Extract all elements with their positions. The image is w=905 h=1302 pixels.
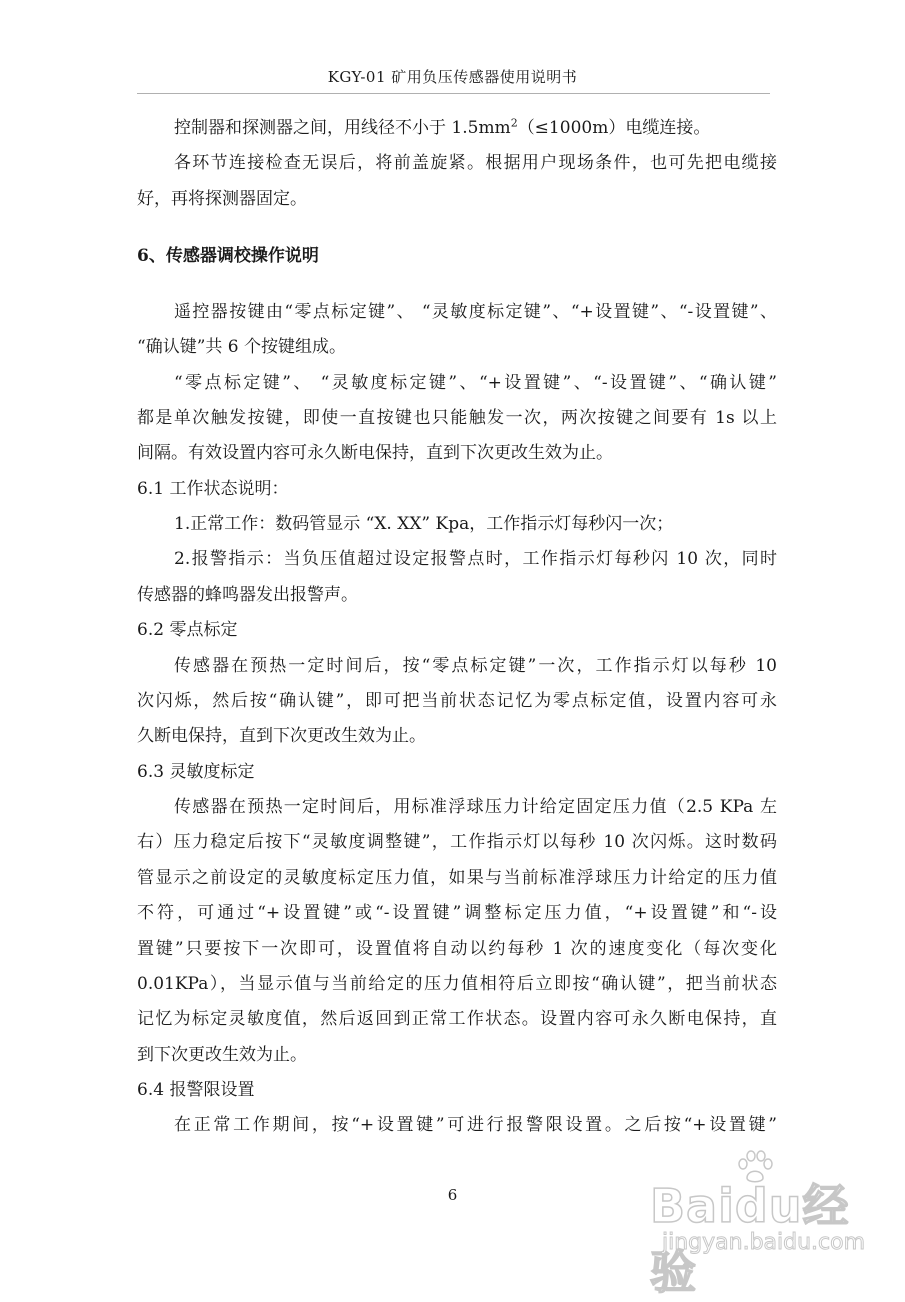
text-line: 传感器的蜂鸣器发出报警声。 [137,585,358,605]
header-rule [137,93,770,94]
text-line: 好，再将探测器固定。 [137,189,307,209]
text-line: 各环节连接检查无误后，将前盖旋紧。根据用户现场条件，也可先把电缆接 [174,153,777,173]
section-heading: 6、传感器调校操作说明 [137,246,319,266]
text-line: 都是单次触发按键，即使一直按键也只能触发一次，两次按键之间要有 1s 以上 [137,408,777,428]
text-line: 0.01KPa），当显示值与当前给定的压力值相符后立即按“确认键”，把当前状态 [137,974,777,994]
text-line: “确认键”共 6 个按键组成。 [137,337,347,357]
text-line: 传感器在预热一定时间后，用标准浮球压力计给定固定压力值（2.5 KPa 左 [174,797,777,817]
watermark-url: jingyan.baidu.com [662,1230,866,1255]
text-line: 置键”只要按下一次即可，设置值将自动以约每秒 1 次的速度变化（每次变化 [137,939,777,959]
text-line: 右）压力稳定后按下“灵敏度调整键”，工作指示灯以每秒 10 次闪烁。这时数码 [137,832,777,852]
text-line: 控制器和探测器之间，用线径不小于 $1.5mm^2(\le 1000m)$电缆连接。 [174,116,711,138]
text-line: 久断电保持，直到下次更改生效为止。 [137,726,426,746]
running-header: KGY-01 矿用负压传感器使用说明书 [327,68,578,86]
subsection-heading: 6.3 灵敏度标定 [137,762,255,782]
baidu-watermark [640,1150,890,1299]
subsection-heading: 6.1 工作状态说明： [137,479,289,499]
text-line: “零点标定键”、 “灵敏度标定键”、“+设置键”、“-设置键”、“确认键” [174,373,777,393]
text-line: 记忆为标定灵敏度值，然后返回到正常工作状态。设置内容可永久断电保持，直 [137,1009,777,1029]
text-line: 到下次更改生效为止。 [137,1045,307,1065]
subsection-heading: 6.4 报警限设置 [137,1080,255,1100]
text-line: 2.报警指示：当负压值超过设定报警点时，工作指示灯每秒闪 10 次，同时 [174,549,777,569]
text-line: 不符，可通过“+设置键”或“-设置键”调整标定压力值，“+设置键”和“-设 [137,903,777,923]
page-number: 6 [447,1186,458,1204]
text-line: 在正常工作期间，按“+设置键”可进行报警限设置。之后按“+设置键” [174,1115,777,1135]
text-line: 传感器在预热一定时间后，按“零点标定键”一次，工作指示灯以每秒 10 [174,656,777,676]
text-line: 间隔。有效设置内容可永久断电保持，直到下次更改生效为止。 [137,443,613,463]
text-line: 管显示之前设定的灵敏度标定压力值，如果与当前标准浮球压力计给定的压力值 [137,868,777,888]
text-line: 1.正常工作：数码管显示 “X. XX” Kpa，工作指示灯每秒闪一次； [174,514,674,534]
subsection-heading: 6.2 零点标定 [137,620,238,640]
text-line: 次闪烁，然后按“确认键”，即可把当前状态记忆为零点标定值，设置内容可永 [137,691,777,711]
watermark-brand: Baidu经验 [650,1179,850,1299]
text-line: 遥控器按键由“零点标定键”、 “灵敏度标定键”、“+设置键”、“-设置键”、 [174,302,777,322]
